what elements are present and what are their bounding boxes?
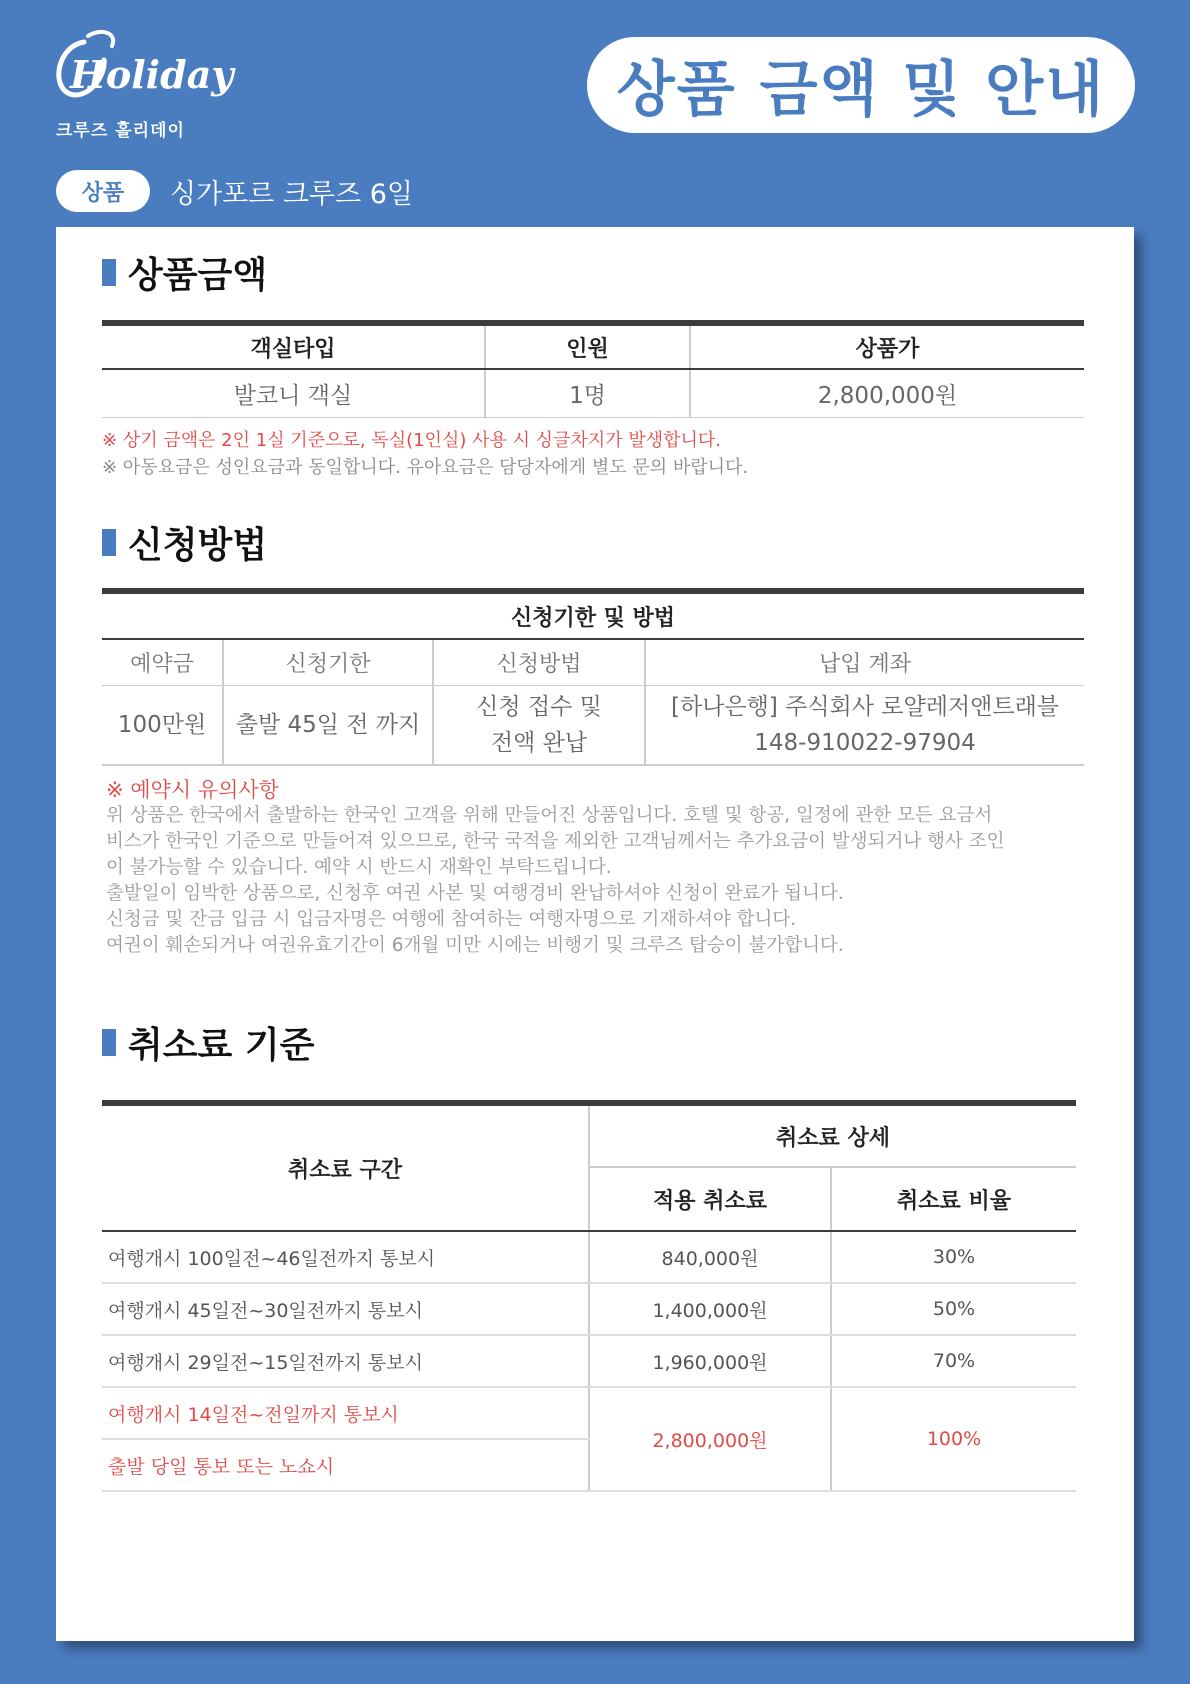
cell-period: 여행개시 29일전~15일전까지 통보시 xyxy=(102,1335,589,1387)
cell-room-type: 발코니 객실 xyxy=(102,369,485,417)
apply-table xyxy=(102,588,1084,766)
method-line: 신청 접수 및 xyxy=(476,693,602,720)
col-deposit: 예약금 xyxy=(102,639,223,685)
section-marker xyxy=(102,529,116,556)
brand-subtitle: 크루즈 홀리데이 xyxy=(56,121,185,141)
notice-line: 이 불가능할 수 있습니다. 예약 시 반드시 재확인 부탁드립니다. xyxy=(106,857,612,878)
cell-account xyxy=(645,685,1084,765)
cell-deadline: 출발 45일 전 까지 xyxy=(223,685,433,765)
product-badge: 상품 xyxy=(56,170,150,212)
cell-period: 여행개시 45일전~30일전까지 통보시 xyxy=(102,1283,589,1335)
notice-heading: ※ 예약시 유의사항 xyxy=(106,778,279,802)
cell-fee: 2,800,000원 xyxy=(589,1387,831,1491)
holiday-script-logo xyxy=(48,26,234,116)
cell-deposit: 100만원 xyxy=(102,685,223,765)
col-price: 상품가 xyxy=(690,323,1084,369)
section-heading: 상품금액 xyxy=(128,255,268,296)
price-notes xyxy=(102,427,748,481)
cell-period: 여행개시 14일전~전일까지 통보시 xyxy=(102,1387,589,1439)
page-title: 상품 금액 및 안내 xyxy=(587,37,1135,133)
apply-table-title: 신청기한 및 방법 xyxy=(102,591,1084,639)
notice-line: 신청금 및 잔금 입금 시 입금자명은 여행에 참여하는 여행자명으로 기재하셔야 합니다. xyxy=(106,909,797,930)
cell-people: 1명 xyxy=(485,369,690,417)
cell-rate: 30% xyxy=(831,1231,1076,1283)
cell-period: 여행개시 100일전~46일전까지 통보시 xyxy=(102,1231,589,1283)
apply-section-title xyxy=(102,517,267,568)
notice-line: 여권이 훼손되거나 여권유효기간이 6개월 미만 시에는 비행기 및 크루즈 탑승이 불가합니다. xyxy=(106,935,844,956)
section-marker xyxy=(102,1029,116,1056)
cell-fee: 1,960,000원 xyxy=(589,1335,831,1387)
notice-line: 비스가 한국인 기준으로 만들어져 있으므로, 한국 국적을 제외한 고객님께서는 추가요금이 발생되거나 행사 조인 xyxy=(106,831,1005,852)
account-number: 148-910022-97904 xyxy=(754,729,976,756)
table-row xyxy=(102,369,1084,417)
col-detail: 취소료 상세 xyxy=(589,1103,1076,1167)
col-rate: 취소료 비율 xyxy=(831,1167,1076,1231)
product-row xyxy=(56,170,413,212)
col-method: 신청방법 xyxy=(433,639,645,685)
child-fee-note: ※ 아동요금은 성인요금과 동일합니다. 유아요금은 담당자에게 별도 문의 바랍니다. xyxy=(102,457,749,478)
price-section-title xyxy=(102,247,267,298)
product-name: 싱가포르 크루즈 6일 xyxy=(170,178,413,210)
section-heading: 신청방법 xyxy=(128,525,268,566)
table-row xyxy=(102,1283,1076,1335)
col-period: 취소료 구간 xyxy=(102,1103,589,1231)
table-row xyxy=(102,1387,1076,1439)
notice-line: 위 상품은 한국에서 출발하는 한국인 고객을 위해 만들어진 상품입니다. 호텔 및 항공, 일정에 관한 모든 요금서 xyxy=(106,805,993,826)
notice-line: 출발일이 임박한 상품으로, 신청후 여권 사본 및 여행경비 완납하셔야 신청이 완료가 됩니다. xyxy=(106,883,844,904)
cancel-table xyxy=(102,1100,1076,1492)
cell-method xyxy=(433,685,645,765)
cell-price: 2,800,000원 xyxy=(690,369,1084,417)
svg-text:Holiday: Holiday xyxy=(70,52,234,97)
cell-fee: 840,000원 xyxy=(589,1231,831,1283)
cell-rate: 70% xyxy=(831,1335,1076,1387)
section-marker xyxy=(102,259,116,286)
bank-name: [하나은행] 주식회사 로얄레저앤트래블 xyxy=(670,693,1060,720)
cell-rate: 50% xyxy=(831,1283,1076,1335)
col-people: 인원 xyxy=(485,323,690,369)
reservation-notice xyxy=(106,777,1096,959)
price-table xyxy=(102,320,1084,418)
section-heading: 취소료 기준 xyxy=(128,1025,315,1066)
table-row xyxy=(102,1335,1076,1387)
table-row xyxy=(102,1231,1076,1283)
col-room-type: 객실타입 xyxy=(102,323,485,369)
single-charge-note: ※ 상기 금액은 2인 1실 기준으로, 독실(1인실) 사용 시 싱글차지가 발생합니다. xyxy=(102,430,722,451)
col-account: 납입 계좌 xyxy=(645,639,1084,685)
brand-logo xyxy=(48,26,234,141)
cell-fee: 1,400,000원 xyxy=(589,1283,831,1335)
method-line: 전액 완납 xyxy=(490,729,588,756)
table-row xyxy=(102,685,1084,765)
content-card xyxy=(56,227,1134,1641)
cell-period: 출발 당일 통보 또는 노쇼시 xyxy=(102,1439,589,1491)
col-deadline: 신청기한 xyxy=(223,639,433,685)
col-fee: 적용 취소료 xyxy=(589,1167,831,1231)
cancel-section-title xyxy=(102,1017,314,1068)
cell-rate: 100% xyxy=(831,1387,1076,1491)
